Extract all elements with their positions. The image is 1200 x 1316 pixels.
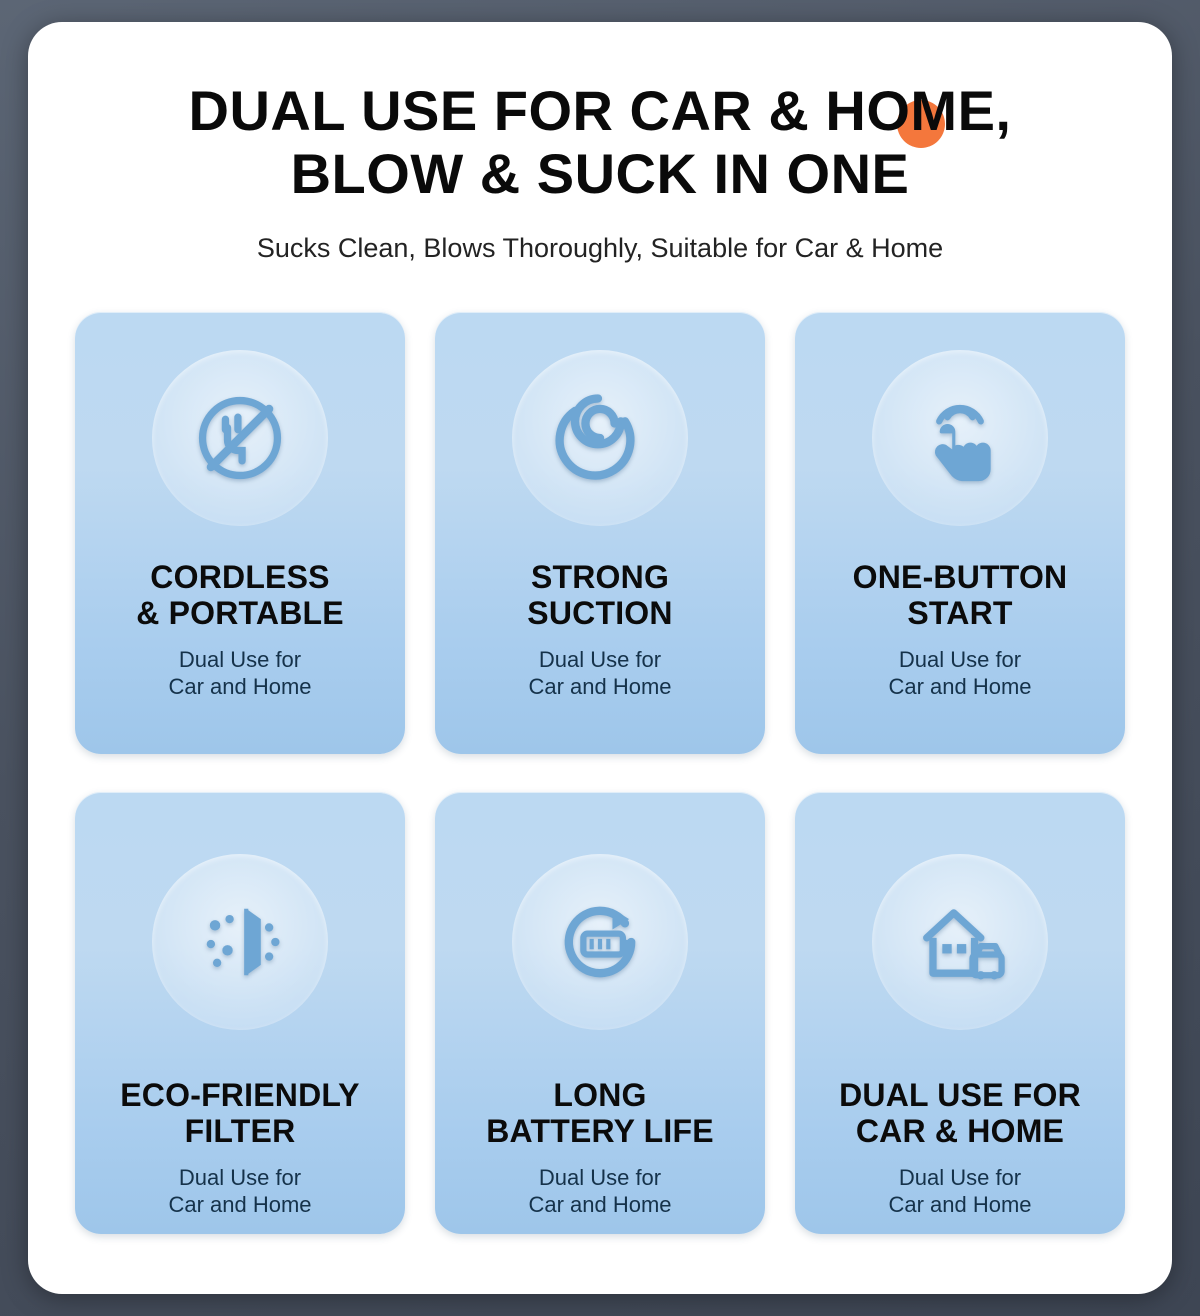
feature-card <box>795 312 1125 754</box>
feature-title <box>829 1078 1091 1150</box>
header <box>28 22 1172 264</box>
feature-description <box>168 1164 311 1219</box>
page-title-line-2: BLOW & SUCK IN ONE <box>290 141 910 205</box>
feature-desc-line-2: Car and Home <box>168 674 312 700</box>
feature-desc-line-1: Dual Use for <box>178 646 302 672</box>
icon-badge <box>152 350 328 526</box>
page-title-line-1: DUAL USE FOR CAR & HOME, <box>188 79 1012 142</box>
feature-title <box>476 1078 724 1150</box>
icon-badge <box>872 350 1048 526</box>
feature-desc-line-1: Dual Use for <box>898 1164 1022 1190</box>
hand-press-button-icon <box>908 386 1012 490</box>
no-cord-plug-icon <box>188 386 292 490</box>
page-subtitle: Sucks Clean, Blows Thoroughly, Suitable for Car & Home <box>256 233 944 264</box>
feature-desc-line-1: Dual Use for <box>538 1164 662 1190</box>
icon-badge <box>872 854 1048 1030</box>
feature-card <box>435 312 765 754</box>
feature-card <box>75 312 405 754</box>
feature-title <box>126 560 354 632</box>
feature-description <box>168 646 311 701</box>
feature-desc-line-1: Dual Use for <box>538 646 662 672</box>
feature-desc-line-2: Car and Home <box>168 1192 312 1218</box>
battery-recharge-icon <box>548 890 652 994</box>
house-car-icon <box>908 890 1012 994</box>
feature-title-line-2: BATTERY LIFE <box>486 1112 714 1149</box>
feature-desc-line-2: Car and Home <box>888 674 1032 700</box>
feature-desc-line-2: Car and Home <box>888 1192 1032 1218</box>
feature-title-line-1: STRONG <box>530 559 670 595</box>
feature-grid <box>28 312 1172 1234</box>
feature-title-line-1: LONG <box>553 1077 647 1113</box>
feature-desc-line-1: Dual Use for <box>898 646 1022 672</box>
feature-card <box>75 792 405 1234</box>
filter-particles-icon <box>188 890 292 994</box>
feature-desc-line-1: Dual Use for <box>178 1164 302 1190</box>
feature-title-line-2: & PORTABLE <box>136 594 344 631</box>
feature-description <box>888 646 1031 701</box>
feature-title-line-2: START <box>907 594 1013 631</box>
icon-badge <box>512 350 688 526</box>
feature-title <box>517 560 682 632</box>
feature-card <box>435 792 765 1234</box>
feature-title-line-2: SUCTION <box>527 594 673 631</box>
feature-description <box>528 1164 671 1219</box>
feature-title-line-2: FILTER <box>184 1112 296 1149</box>
feature-title <box>110 1078 369 1150</box>
feature-description <box>888 1164 1031 1219</box>
feature-title-line-1: CORDLESS <box>150 559 330 595</box>
icon-badge <box>512 854 688 1030</box>
feature-card <box>795 792 1125 1234</box>
icon-badge <box>152 854 328 1030</box>
page-title <box>28 80 1172 205</box>
feature-title <box>843 560 1078 632</box>
feature-title-line-1: ECO-FRIENDLY <box>120 1077 360 1113</box>
suction-vortex-icon <box>548 386 652 490</box>
feature-title-line-1: ONE-BUTTON <box>852 559 1068 595</box>
feature-desc-line-2: Car and Home <box>528 674 672 700</box>
feature-title-line-1: DUAL USE FOR <box>839 1077 1081 1113</box>
infographic-panel <box>28 22 1172 1294</box>
feature-desc-line-2: Car and Home <box>528 1192 672 1218</box>
feature-description <box>528 646 671 701</box>
feature-title-line-2: CAR & HOME <box>855 1112 1065 1149</box>
